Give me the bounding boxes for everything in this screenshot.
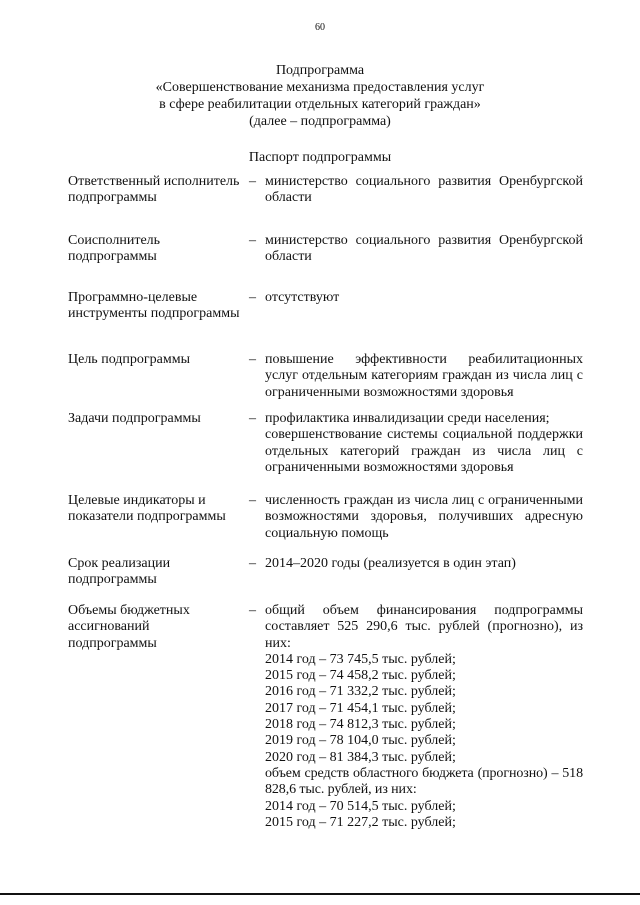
row-label: Соисполнитель подпрограммы — [68, 233, 161, 265]
value-paragraph: объем средств областного бюджета (прогнозно) – 518 828,6 тыс. рублей, из них: — [265, 765, 583, 798]
passport-row-budget — [68, 603, 583, 831]
row-value — [265, 603, 583, 831]
page-number: 60 — [315, 22, 325, 33]
row-label: Срок реализации подпрограммы — [68, 556, 171, 588]
passport-row-tasks — [68, 411, 583, 493]
row-dash: – — [249, 174, 256, 189]
row-value — [265, 290, 583, 352]
title-line-1: Подпрограмма — [275, 63, 365, 78]
value-paragraph: министерство социального развития Оренбургской области — [265, 233, 583, 265]
row-label: Ответственный исполнитель подпрограммы — [68, 174, 240, 206]
title-line-2: «Совершенствование механизма предоставления услуг — [155, 80, 485, 95]
title-line-4: (далее – подпрограмма) — [249, 114, 391, 129]
row-label: Целевые индикаторы и показатели подпрограммы — [68, 493, 226, 525]
passport-table — [68, 174, 583, 831]
value-paragraph: министерство социального развития Оренбургской области — [265, 174, 583, 206]
value-paragraph: 2014–2020 годы (реализуется в один этап) — [265, 556, 516, 571]
row-dash: – — [249, 603, 256, 618]
title-line-3: в сфере реабилитации отдельных категорий граждан» — [159, 97, 481, 112]
passport-row-indicators — [68, 493, 583, 556]
row-label: Программно-целевые инструменты подпрограммы — [68, 290, 240, 322]
budget-year-line: 2019 год – 78 104,0 тыс. рублей; — [265, 733, 456, 749]
budget-year-line: 2018 год – 74 812,3 тыс. рублей; — [265, 717, 456, 733]
row-value — [265, 233, 583, 290]
row-value — [265, 411, 583, 493]
row-dash: – — [249, 352, 256, 367]
row-value — [265, 352, 583, 411]
row-dash: – — [249, 290, 256, 305]
subprogram-title — [0, 62, 640, 130]
value-paragraph: отсутствуют — [265, 290, 340, 305]
row-value — [265, 556, 583, 603]
value-paragraph: численность граждан из числа лиц с ограниченными возможностями здоровья, получивших адресную социальную помощь — [265, 493, 583, 541]
row-dash: – — [249, 493, 256, 508]
passport-row-co-executor — [68, 233, 583, 290]
bottom-rule — [0, 893, 640, 895]
row-dash: – — [249, 556, 256, 571]
budget-year-line: 2017 год – 71 454,1 тыс. рублей; — [265, 700, 456, 716]
row-value — [265, 493, 583, 556]
row-label: Цель подпрограммы — [68, 352, 190, 367]
passport-title: Паспорт подпрограммы — [248, 150, 392, 165]
value-paragraph: повышение эффективности реабилитационных услуг отдельным категориям граждан из числа лиц с ограниченными возможностями здоровья — [265, 352, 583, 400]
passport-row-goal — [68, 352, 583, 411]
value-paragraph: общий объем финансирования подпрограммы составляет 525 290,6 тыс. рублей (прогнозно), из них: — [265, 603, 583, 651]
row-value — [265, 174, 583, 233]
budget-year-line: 2014 год – 73 745,5 тыс. рублей; — [265, 651, 456, 667]
budget-year-line: 2015 год – 71 227,2 тыс. рублей; — [265, 814, 456, 830]
value-paragraph: профилактика инвалидизации среди населения; — [265, 411, 550, 426]
row-label: Задачи подпрограммы — [68, 411, 201, 426]
passport-row-term — [68, 556, 583, 603]
passport-row-instruments — [68, 290, 583, 352]
row-label: Объемы бюджетных ассигнований подпрограммы — [68, 603, 190, 651]
budget-year-line: 2016 год – 71 332,2 тыс. рублей; — [265, 684, 456, 700]
row-dash: – — [249, 411, 256, 426]
row-dash: – — [249, 233, 256, 248]
budget-year-line: 2015 год – 74 458,2 тыс. рублей; — [265, 668, 456, 684]
budget-year-line: 2014 год – 70 514,5 тыс. рублей; — [265, 798, 456, 814]
budget-year-line: 2020 год – 81 384,3 тыс. рублей; — [265, 749, 456, 765]
value-paragraph: совершенствование системы социальной поддержки отдельных категорий граждан из числа лиц с ограниченными возможностями здоровья — [265, 427, 583, 475]
passport-row-responsible — [68, 174, 583, 233]
